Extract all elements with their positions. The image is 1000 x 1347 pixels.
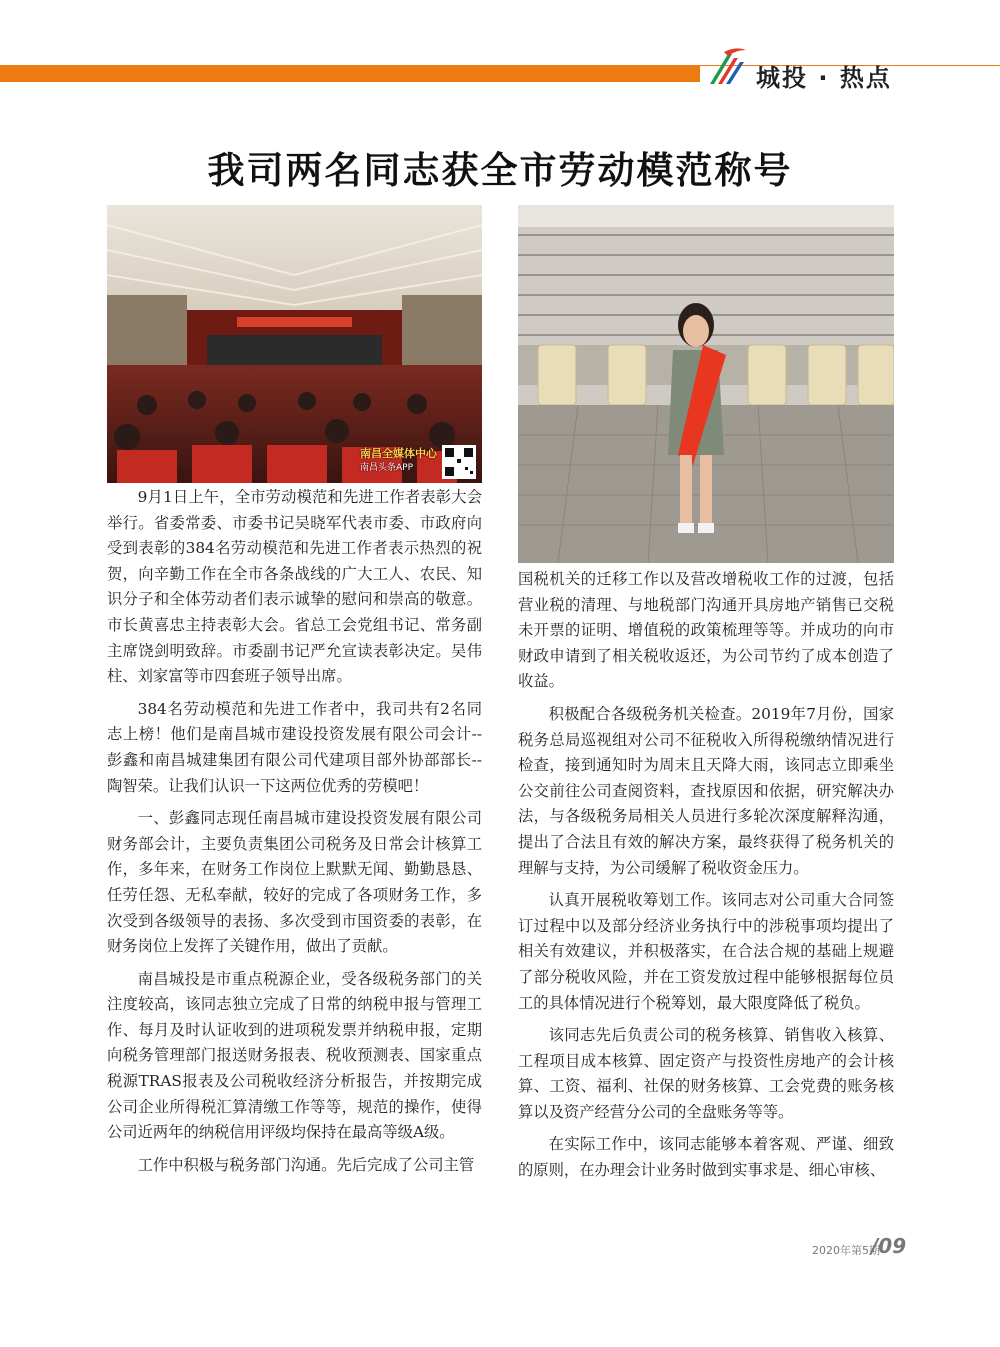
article-body-right-column <box>518 567 894 1191</box>
article-paragraph: 该同志先后负责公司的税务核算、销售收入核算、工程项目成本核算、固定资产与投资性房地产的会计核算、工资、福利、社保的财务核算、工会党费的账务核算以及资产经营分公司的全盘账务等等。 <box>518 1026 894 1121</box>
article-paragraph: 认真开展税收筹划工作。该同志对公司重大合同签订过程中以及部分经济业务执行中的涉税事项均提出了相关有效建议，并积极落实，在合法合规的基础上规避了部分税收风险，并在工资发放过程中能够根据每位员工的具体情况进行个税筹划，最大限度降低了税负。 <box>518 891 894 1012</box>
article-title: 我司两名同志获全市劳动模范称号 <box>207 149 793 192</box>
page-number: /09 <box>871 1234 907 1258</box>
city-investment-logo-icon <box>706 46 748 86</box>
article-paragraph: 国税机关的迁移工作以及营改增税收工作的过渡，包括营业税的清理、与地税部门沟通开具房地产销售已交税未开票的证明、增值税的政策梳理等等。并成功的向市财政申请到了相关税收返还，为公司节约了成本创造了收益。 <box>518 570 894 691</box>
article-paragraph: 在实际工作中，该同志能够本着客观、严谨、细致的原则，在办理会计业务时做到实事求是、细心审核、 <box>518 1135 894 1180</box>
watermark-line1: 南昌全媒体中心 <box>360 447 437 460</box>
article-paragraph: 南昌城投是市重点税源企业，受各级税务部门的关注度较高，该同志独立完成了日常的纳税申报与管理工作、每月及时认证收到的进项税发票并纳税申报，定期向税务管理部门报送财务报表、税收预测表、国家重点税源TRAS报表及公司税收经济分析报告，并按期完成公司企业所得税汇算清缴工作等等，规范的操作，使得公司近两年的纳税信用评级均保持在最高等级A级。 <box>107 969 482 1142</box>
article-body-left-column <box>107 485 482 1185</box>
section-label: 城投 · 热点 <box>756 64 892 92</box>
photo-watermark <box>360 447 437 475</box>
header-accent-bar <box>0 65 700 82</box>
article-paragraph: 一、彭鑫同志现任南昌城市建设投资发展有限公司财务部会计，主要负责集团公司税务及日常会计核算工作，多年来，在财务工作岗位上默默无闻、勤勤恳恳、任劳任怨、无私奉献，较好的完成了各项财务工作，多次受到各级领导的表扬、多次受到市国资委的表彰，在财务岗位上发挥了关键作用，做出了贡献。 <box>107 809 482 956</box>
article-paragraph: 工作中积极与税务部门沟通。先后完成了公司主管 <box>137 1155 475 1174</box>
conference-hall-photo <box>107 205 482 483</box>
article-paragraph: 积极配合各级税务机关检查。2019年7月份，国家税务总局巡视组对公司不征税收入所得税缴纳情况进行检查，接到通知时为周末且天降大雨，该同志立即乘坐公交前往公司查阅资料，查找原因和依据，研究解决办法，与各级税务局相关人员进行多轮次深度解释沟通，提出了合法且有效的解决方案，最终获得了税务机关的理解与支持，为公司缓解了税收资金压力。 <box>518 704 894 877</box>
article-paragraph: 384名劳动模范和先进工作者中，我司共有2名同志上榜！他们是南昌城市建设投资发展有限公司会计--彭鑫和南昌城建集团有限公司代建项目部外协部部长--陶智荣。让我们认识一下这两位优秀的劳模吧！ <box>107 699 482 795</box>
article-paragraph: 9月1日上午，全市劳动模范和先进工作者表彰大会举行。省委常委、市委书记吴晓军代表市委、市政府向受到表彰的384名劳动模范和先进工作者表示热烈的祝贺，向辛勤工作在全市各条战线的广大工人、农民、知识分子和全体劳动者们表示诚挚的慰问和崇高的敬意。市长黄喜忠主持表彰大会。省总工会党组书记、常务副主席饶剑明致辞。市委副书记严允宣读表彰决定。吴伟柱、刘家富等市四套班子领导出席。 <box>107 488 482 686</box>
issue-label: 2020年第5期 <box>812 1244 880 1257</box>
award-recipient-photo <box>518 205 894 563</box>
watermark-line2: 南昌头条APP <box>360 463 414 473</box>
